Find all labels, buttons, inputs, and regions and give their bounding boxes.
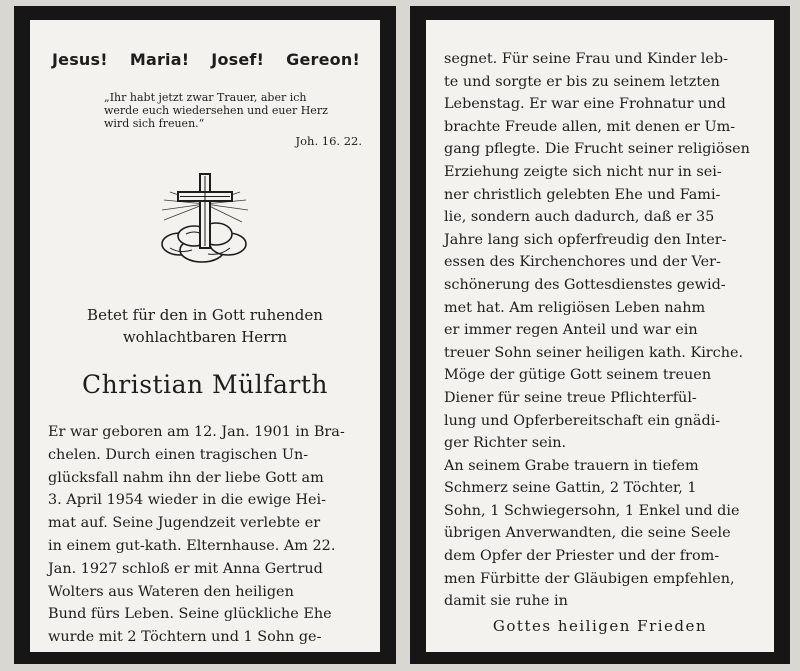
closing-line: Gottes heiligen Frieden [492,616,708,635]
prayer-line: Betet für den in Gott ruhenden [87,306,323,324]
text-line: segnet. Für seine Frau und Kinder leb- [444,51,729,67]
biography-text [48,421,368,649]
text-line: Sohn, 1 Schwiegersohn, 1 Enkel und die [444,502,740,519]
text-line: schönerung des Gottesdienstes gewid- [444,276,726,293]
bio-line: Er war geboren am 12. Jan. 1901 in Bra- [48,424,345,440]
saint-jesus: Jesus! [52,50,108,69]
text-line: übrigen Anverwandten, die seine Seele [444,525,731,542]
bio-line: glücksfall nahm ihn der liebe Gott am [48,469,324,486]
quote-line: „Ihr habt jetzt zwar Trauer, aber ich [104,91,307,104]
biography-continuation [444,48,764,613]
text-line: Lebenstag. Er war eine Frohnatur und [444,96,726,113]
right-card-panel [426,20,774,652]
text-line: dem Opfer der Priester und der from- [444,548,720,565]
text-line: Schmerz seine Gattin, 2 Töchter, 1 [444,480,697,497]
text-line: Jahre lang sich opferfreudig den Inter- [444,231,727,248]
bio-line: 3. April 1954 wieder in die ewige Hei- [48,492,327,509]
prayer-text [30,304,380,348]
saint-maria: Maria! [129,50,190,69]
text-line: ner christlich gelebten Ehe und Fami- [444,186,721,203]
text-line: te und sorgte er bis zu seinem letzten [444,73,720,90]
bio-line: chelen. Durch einen tragischen Un- [48,446,309,463]
deceased-name: Christian Mülfarth [82,370,328,399]
bio-line: Bund fürs Leben. Seine glückliche Ehe [48,606,332,623]
prayer-line: wohlachtbaren Herrn [122,328,288,346]
left-card-panel [30,20,380,652]
text-line: damit sie ruhe in [444,593,568,610]
text-line: Diener für seine treue Pflichterfül- [444,389,697,406]
bio-line: wurde mit 2 Töchtern und 1 Sohn ge- [48,629,322,646]
bio-line: Wolters aus Wateren den heiligen [48,583,294,600]
text-line: Möge der gütige Gott seinem treuen [444,367,712,384]
text-line: Erziehung zeigte sich nicht nur in sei- [444,163,722,180]
bio-line: in einem gut-kath. Elternhause. Am 22. [48,537,336,554]
text-line: essen des Kirchenchores und der Ver- [444,254,721,271]
text-line: An seinem Grabe trauern in tiefem [444,457,699,474]
text-line: lie, sondern auch dadurch, daß er 35 [444,209,715,226]
saint-gereon: Gereon! [286,50,360,69]
quote-reference: Joh. 16. 22. [295,134,362,148]
cross-on-cloud-icon [150,170,260,266]
quote-line: wird sich freuen.“ [104,117,205,130]
right-card-border [410,6,790,664]
text-line: brachte Freude allen, mit denen er Um- [444,118,736,135]
saints-heading [30,50,380,69]
text-line: men Fürbitte der Gläubigen empfehlen, [444,570,735,587]
saint-josef: Josef! [211,50,265,69]
bio-line: mat auf. Seine Jugendzeit verlebte er [48,515,321,532]
text-line: er immer regen Anteil und war ein [444,322,698,339]
bible-quote [104,91,364,130]
text-line: treuer Sohn seiner heiligen kath. Kirche. [444,344,744,361]
text-line: ger Richter sein. [444,435,567,452]
text-line: met hat. Am religiösen Leben nahm [444,299,706,316]
left-card-border [14,6,396,664]
bio-line: Jan. 1927 schloß er mit Anna Gertrud [48,560,323,577]
text-line: gang pflegte. Die Frucht seiner religiösen [444,141,750,158]
quote-line: werde euch wiedersehen und euer Herz [104,104,328,117]
text-line: lung und Opferbereitschaft ein gnädi- [444,412,721,429]
